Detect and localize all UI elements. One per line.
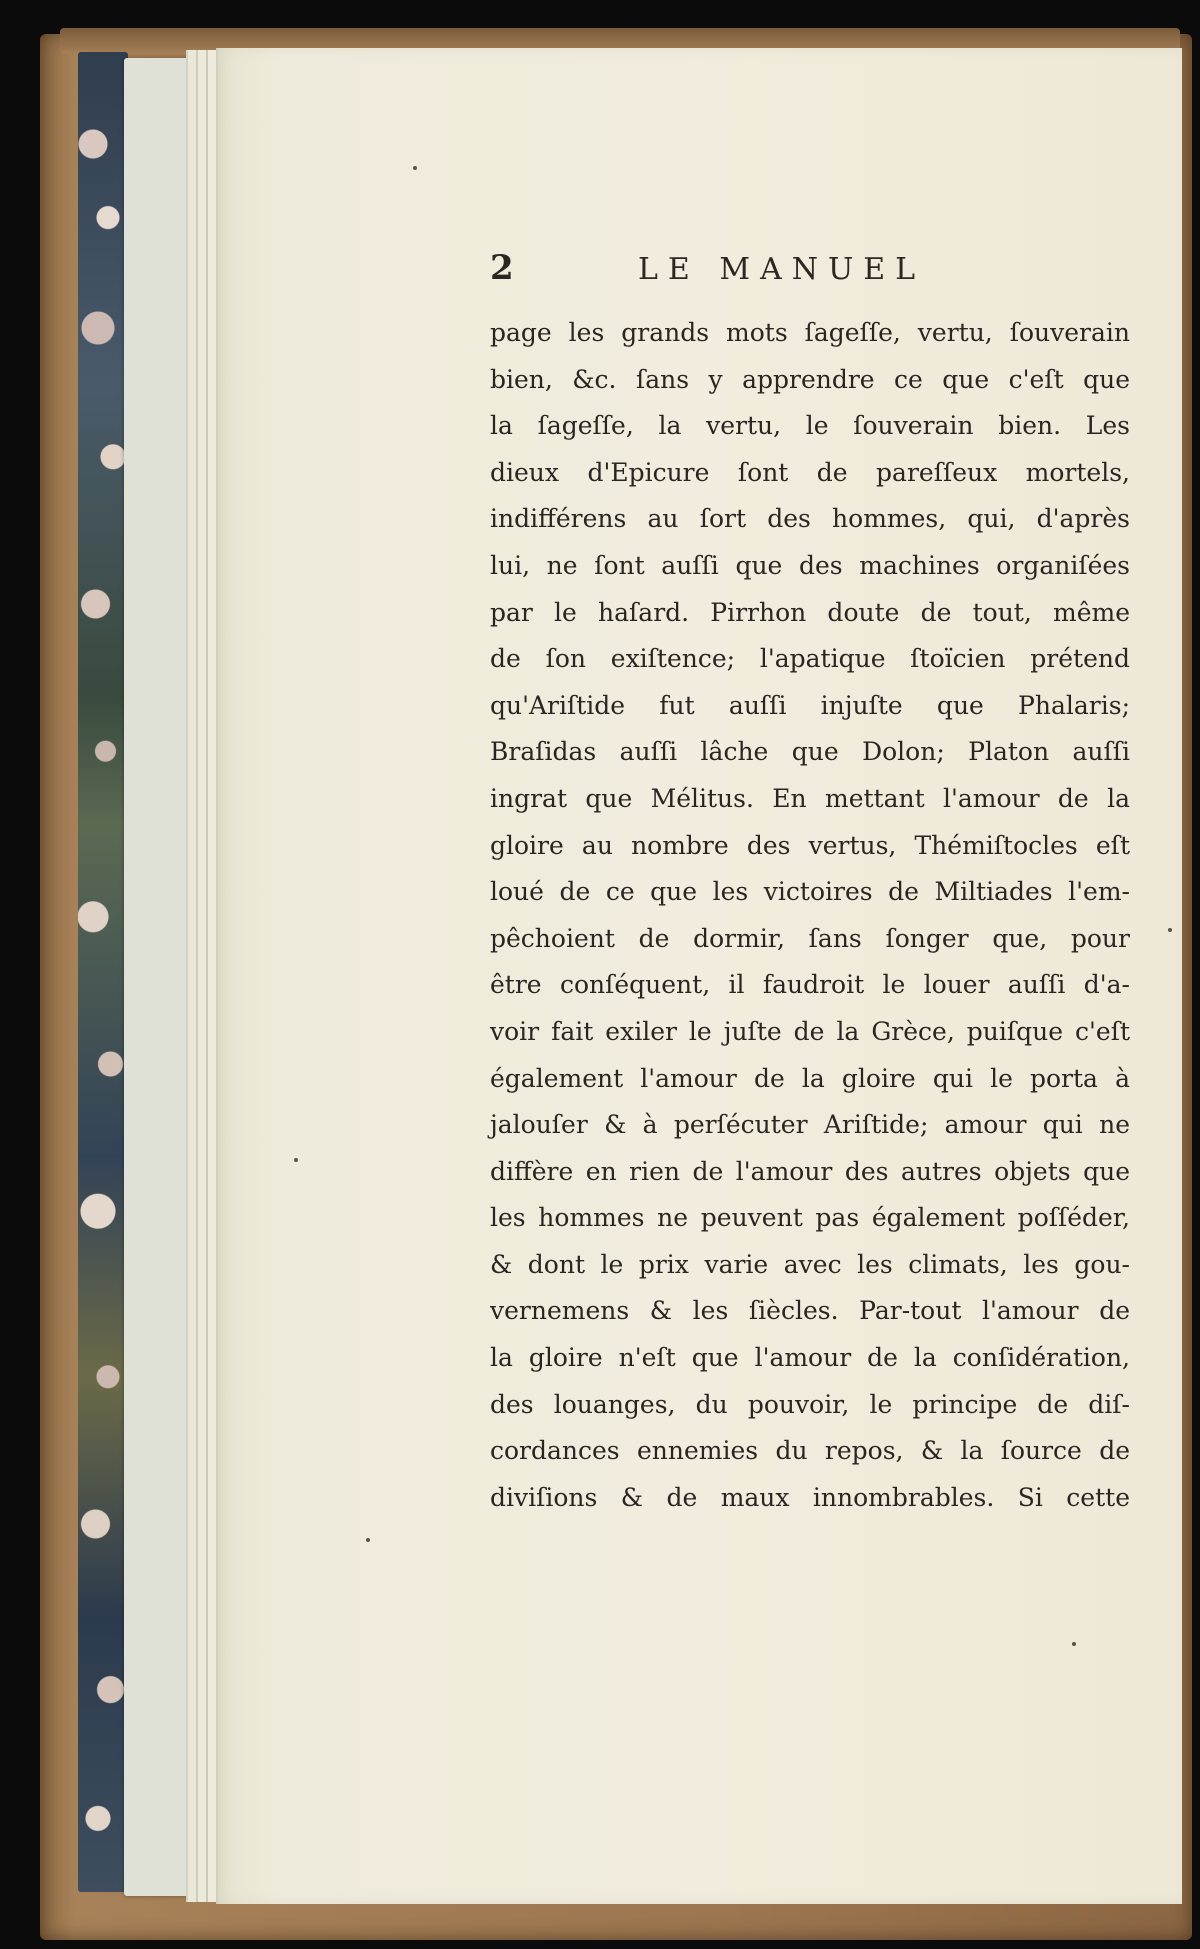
text-line: qu'Ariſtide fut auſſi injuſte que Phalaris; (490, 690, 1130, 720)
paper-speck (1168, 928, 1172, 932)
text-line: les hommes ne peuvent pas également poſſéder, (490, 1203, 1130, 1233)
text-line: gloire au nombre des vertus, Thémiſtocles eſt (490, 830, 1130, 860)
marbled-endpaper (78, 52, 128, 1892)
text-line: page les grands mots ſageſſe, vertu, ſouverain (490, 318, 1130, 347)
text-line: des louanges, du pouvoir, le principe de diſ- (490, 1389, 1130, 1419)
text-line: également l'amour de la gloire qui le porta à (490, 1063, 1130, 1093)
running-head (490, 248, 980, 292)
text-line: ingrat que Mélitus. En mettant l'amour de la (490, 783, 1130, 813)
text-line: dieux d'Epicure ſont de pareſſeux mortels, (490, 457, 1130, 487)
text-line: de ſon exiſtence; l'apatique ſtoïcien prétend (490, 644, 1130, 674)
text-line: diviſions & de maux innombrables. Si cette (490, 1482, 1130, 1512)
text-line: lui, ne ſont auſſi que des machines organiſées (490, 550, 1130, 580)
text-line: bien, &c. ſans y apprendre ce que c'eſt que (490, 364, 1130, 394)
text-line: être conſéquent, il faudroit le louer auſſi d'a- (490, 970, 1130, 1000)
text-line: la ſageſſe, la vertu, le ſouverain bien. Les (490, 411, 1130, 441)
text-line: pêchoient de dormir, ſans ſonger que, pour (490, 923, 1130, 953)
text-line: la gloire n'eſt que l'amour de la conſidération, (490, 1343, 1130, 1373)
text-line: diffère en rien de l'amour des autres objets que (490, 1156, 1130, 1186)
paper-speck (366, 1538, 370, 1542)
body-text (490, 310, 1130, 1521)
paper-speck (1072, 1642, 1076, 1646)
paper-speck (294, 1158, 298, 1162)
text-line: jalouſer & à perſécuter Ariſtide; amour qui ne (490, 1110, 1130, 1140)
text-line: voir fait exiler le juſte de la Grèce, puiſque c'eſt (490, 1016, 1130, 1046)
paper-speck (413, 166, 417, 170)
text-line: Braſidas auſſi lâche que Dolon; Platon auſſi (490, 737, 1130, 767)
running-title: LE MANUEL (638, 252, 926, 287)
text-line: indifférens au ſort des hommes, qui, d'après (490, 504, 1130, 534)
text-line: & dont le prix varie avec les climats, les gou- (490, 1249, 1130, 1279)
text-line: vernemens & les ſiècles. Par-tout l'amour de (490, 1296, 1130, 1326)
text-line: loué de ce que les victoires de Miltiades l'em- (490, 877, 1130, 907)
text-line: cordances ennemies du repos, & la ſource de (490, 1436, 1130, 1466)
page-number: 2 (490, 248, 514, 288)
text-line: par le haſard. Pirrhon doute de tout, même (490, 597, 1130, 627)
